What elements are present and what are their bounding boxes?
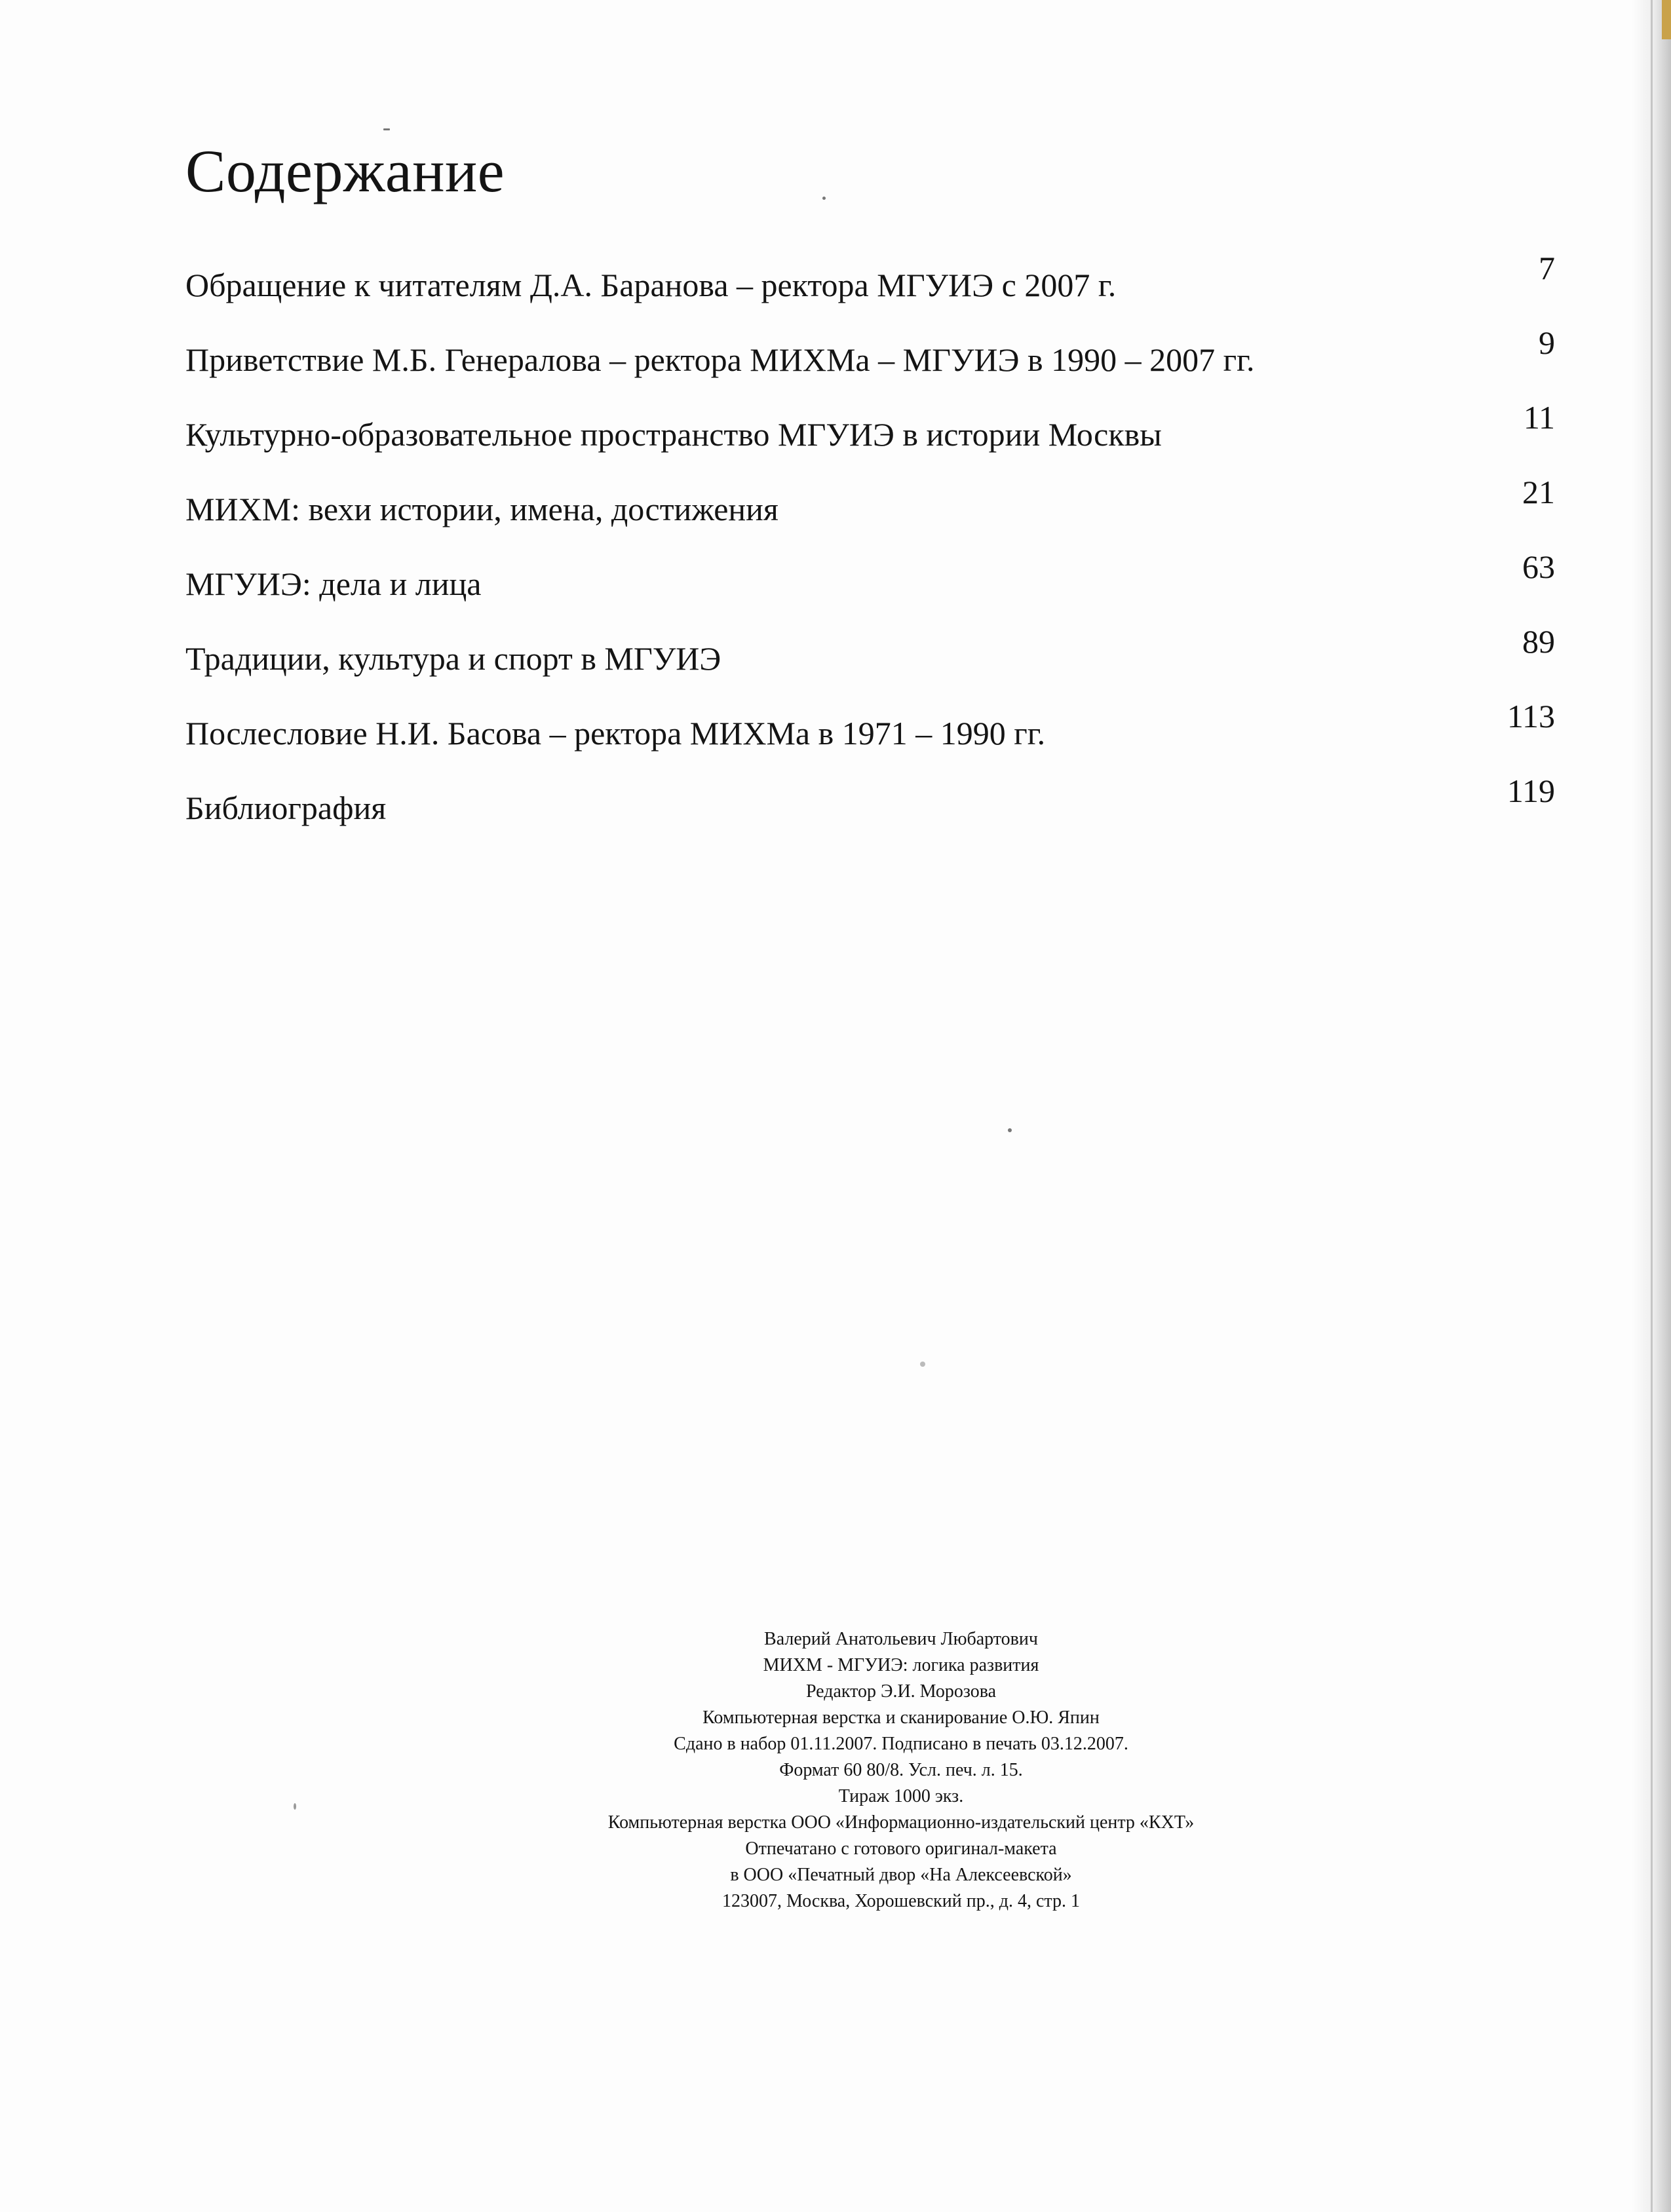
imprint-format: Формат 60 80/8. Усл. печ. л. 15. bbox=[779, 1760, 1023, 1780]
imprint-address: 123007, Москва, Хорошевский пр., д. 4, стр. 1 bbox=[722, 1891, 1080, 1911]
scan-speck bbox=[383, 128, 390, 130]
toc-entry-title: Приветствие М.Б. Генералова – ректора МИХМа – МГУИЭ в 1990 – 2007 гг. bbox=[185, 341, 1255, 378]
imprint-block bbox=[541, 1626, 1261, 1915]
toc-entry bbox=[185, 622, 1555, 697]
toc-entry-page: 21 bbox=[1522, 474, 1555, 510]
toc-entry bbox=[185, 473, 1555, 548]
scan-speck bbox=[1008, 1128, 1012, 1132]
toc-entry bbox=[185, 249, 1555, 324]
toc-entry-title: Традиции, культура и спорт в МГУИЭ bbox=[185, 640, 721, 677]
toc-entry-page: 89 bbox=[1522, 623, 1555, 660]
imprint-printed-from: Отпечатано с готового оригинал-макета bbox=[745, 1839, 1057, 1859]
toc-entry-page: 7 bbox=[1539, 250, 1555, 286]
scan-speck bbox=[294, 1803, 296, 1810]
toc-entry bbox=[185, 398, 1555, 473]
toc-entry-title: Культурно-образовательное пространство МГУИЭ в истории Москвы bbox=[185, 416, 1162, 453]
toc-entry bbox=[185, 697, 1555, 772]
imprint-publisher-layout: Компьютерная верстка ООО «Информационно-издательский центр «КХТ» bbox=[607, 1812, 1195, 1833]
toc-entry bbox=[185, 772, 1555, 847]
toc-entry bbox=[185, 548, 1555, 622]
toc-entry bbox=[185, 324, 1555, 398]
toc-entry-title: Обращение к читателям Д.А. Баранова – ректора МГУИЭ с 2007 г. bbox=[185, 267, 1117, 303]
imprint-printer: в ООО «Печатный двор «На Алексеевской» bbox=[730, 1865, 1072, 1885]
scan-speck bbox=[920, 1362, 925, 1367]
toc-entry-page: 119 bbox=[1507, 772, 1555, 809]
imprint-author: Валерий Анатольевич Любартович bbox=[764, 1629, 1038, 1649]
imprint-print-run: Тираж 1000 экз. bbox=[838, 1786, 964, 1806]
toc-entry-page: 11 bbox=[1523, 399, 1555, 436]
corner-color-mark bbox=[1662, 0, 1671, 39]
toc-entry-title: МГУИЭ: дела и лица bbox=[185, 565, 482, 602]
toc-entry-title: Библиография bbox=[185, 790, 387, 826]
imprint-book-title: МИХМ - МГУИЭ: логика развития bbox=[763, 1655, 1039, 1675]
toc-entry-page: 63 bbox=[1522, 548, 1555, 585]
toc-entry-page: 113 bbox=[1507, 698, 1555, 734]
imprint-editor: Редактор Э.И. Морозова bbox=[805, 1681, 997, 1702]
scan-edge-line bbox=[1651, 0, 1653, 2212]
imprint-layout-credit: Компьютерная верстка и сканирование О.Ю. Япин bbox=[702, 1707, 1100, 1728]
table-of-contents bbox=[185, 249, 1555, 847]
toc-entry-page: 9 bbox=[1539, 324, 1555, 361]
imprint-dates: Сдано в набор 01.11.2007. Подписано в печать 03.12.2007. bbox=[674, 1734, 1128, 1754]
scan-speck bbox=[822, 197, 826, 200]
toc-entry-title: МИХМ: вехи истории, имена, достижения bbox=[185, 491, 778, 527]
contents-heading: Содержание bbox=[185, 138, 505, 204]
toc-entry-title: Послесловие Н.И. Басова – ректора МИХМа в 1971 – 1990 гг. bbox=[185, 715, 1046, 752]
